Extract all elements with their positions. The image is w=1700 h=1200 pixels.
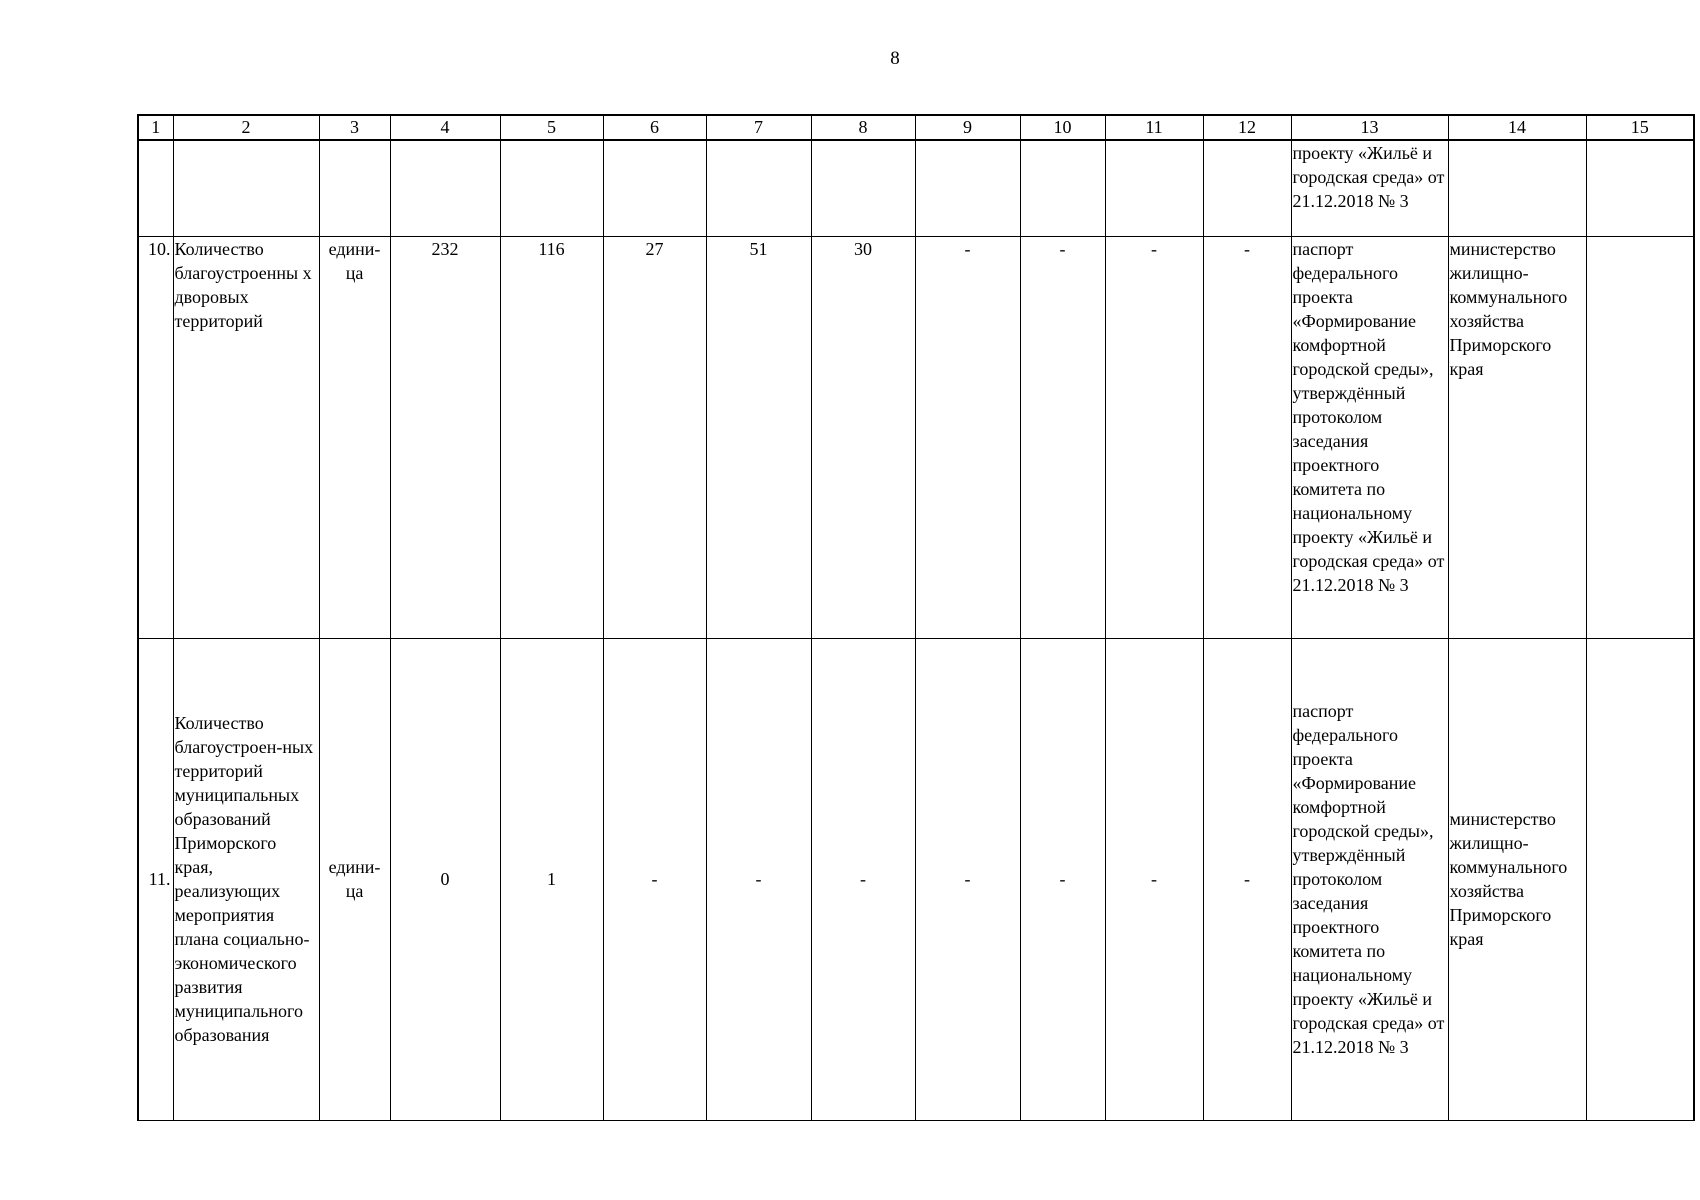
- unit: едини-ца: [319, 236, 390, 638]
- value-cell: -: [1020, 638, 1105, 1120]
- header-cell: 7: [706, 115, 811, 140]
- value-cell: -: [603, 638, 706, 1120]
- value-cell: [811, 140, 915, 236]
- header-cell: 6: [603, 115, 706, 140]
- source-document: паспорт федерального проекта «Формирование комфортной городской среды», утверждённый протоколом заседания проектного комитета по национальному проекту «Жильё и городская среда» от 21.12.2018 № 3: [1291, 638, 1448, 1120]
- value-cell: -: [706, 638, 811, 1120]
- table-row: [138, 236, 1694, 638]
- notes-cell: [1586, 638, 1694, 1120]
- table-row: [138, 140, 1694, 236]
- row-number: 11.: [138, 638, 173, 1120]
- header-cell: 12: [1203, 115, 1291, 140]
- header-cell: 14: [1448, 115, 1586, 140]
- value-cell: 116: [500, 236, 603, 638]
- source-document: проекту «Жильё и городская среда» от 21.12.2018 № 3: [1291, 140, 1448, 236]
- table-header-row: [138, 115, 1694, 140]
- value-cell: [1203, 140, 1291, 236]
- value-cell: 30: [811, 236, 915, 638]
- header-cell: 3: [319, 115, 390, 140]
- value-cell: -: [1020, 236, 1105, 638]
- page-number: 8: [890, 48, 900, 69]
- header-cell: 8: [811, 115, 915, 140]
- value-cell: [915, 140, 1020, 236]
- value-cell: 232: [390, 236, 500, 638]
- unit: [319, 140, 390, 236]
- responsible-body: министерство жилищно-коммунального хозяйства Приморского края: [1448, 638, 1586, 1120]
- unit: едини-ца: [319, 638, 390, 1120]
- value-cell: -: [915, 638, 1020, 1120]
- header-cell: 13: [1291, 115, 1448, 140]
- notes-cell: [1586, 236, 1694, 638]
- indicator-name: [173, 140, 319, 236]
- notes-cell: [1586, 140, 1694, 236]
- responsible-body: [1448, 140, 1586, 236]
- source-document: паспорт федерального проекта «Формирование комфортной городской среды», утверждённый протоколом заседания проектного комитета по национальному проекту «Жильё и городская среда» от 21.12.2018 № 3: [1291, 236, 1448, 638]
- value-cell: -: [1203, 236, 1291, 638]
- indicator-table: [137, 114, 1695, 1121]
- header-cell: 10: [1020, 115, 1105, 140]
- value-cell: -: [1105, 638, 1203, 1120]
- responsible-body: министерство жилищно-коммунального хозяйства Приморского края: [1448, 236, 1586, 638]
- value-cell: [1105, 140, 1203, 236]
- value-cell: [603, 140, 706, 236]
- header-cell: 9: [915, 115, 1020, 140]
- value-cell: [500, 140, 603, 236]
- value-cell: 51: [706, 236, 811, 638]
- value-cell: -: [811, 638, 915, 1120]
- indicator-name: Количество благоустроенны х дворовых территорий: [173, 236, 319, 638]
- header-cell: 1: [138, 115, 173, 140]
- value-cell: -: [1203, 638, 1291, 1120]
- value-cell: 27: [603, 236, 706, 638]
- value-cell: [1020, 140, 1105, 236]
- value-cell: 1: [500, 638, 603, 1120]
- header-cell: 2: [173, 115, 319, 140]
- table-row: [138, 638, 1694, 1120]
- value-cell: -: [1105, 236, 1203, 638]
- header-cell: 11: [1105, 115, 1203, 140]
- header-cell: 15: [1586, 115, 1694, 140]
- value-cell: [706, 140, 811, 236]
- value-cell: 0: [390, 638, 500, 1120]
- header-cell: 4: [390, 115, 500, 140]
- row-number: 10.: [138, 236, 173, 638]
- indicator-name: Количество благоустроен-ных территорий муниципальных образований Приморского края, реализующих мероприятия плана социально-экономического развития муниципального образования: [173, 638, 319, 1120]
- row-number: [138, 140, 173, 236]
- value-cell: [390, 140, 500, 236]
- header-cell: 5: [500, 115, 603, 140]
- value-cell: -: [915, 236, 1020, 638]
